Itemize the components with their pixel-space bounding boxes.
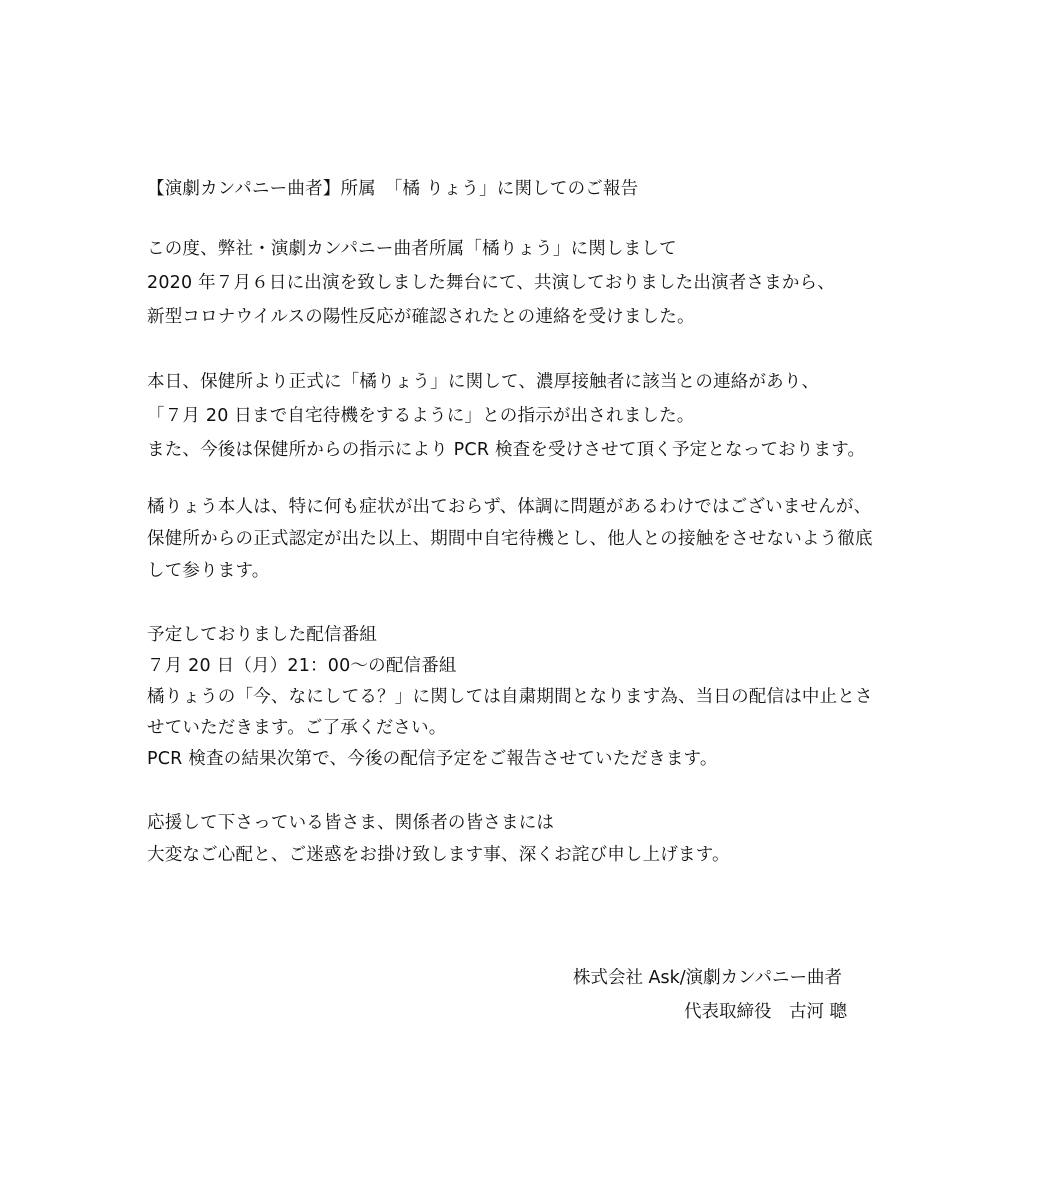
signature-company: 株式会社 Ask/演劇カンパニー曲者 bbox=[573, 968, 842, 988]
paragraph-line: 新型コロナウイルスの陽性反応が確認されたとの連絡を受けました。 bbox=[147, 307, 695, 327]
paragraph-line: ７月 20 日（月）21：00～の配信番組 bbox=[147, 656, 457, 676]
paragraph-line: せていただきます。ご了承ください。 bbox=[147, 718, 447, 738]
paragraph-line: して参ります。 bbox=[147, 561, 270, 581]
paragraph-line: 本日、保健所より正式に「橘りょう」に関して、濃厚接触者に該当との連絡があり、 bbox=[147, 372, 820, 392]
paragraph-line: 大変なご心配と、ご迷惑をお掛け致します事、深くお詫び申し上げます。 bbox=[147, 845, 730, 865]
paragraph-line: 橘りょうの「今、なにしてる？」に関しては自粛期間となります為、当日の配信は中止とさ bbox=[147, 687, 873, 707]
paragraph-line: 応援して下さっている皆さま、関係者の皆さまには bbox=[147, 813, 555, 833]
document-title: 【演劇カンパニー曲者】所属 「橘 りょう」に関してのご報告 bbox=[147, 179, 639, 199]
paragraph-line: 「７月 20 日まで自宅待機をするように」との指示が出されました。 bbox=[147, 406, 695, 426]
paragraph-line: 保健所からの正式認定が出た以上、期間中自宅待機とし、他人との接触をさせないよう徹底 bbox=[147, 529, 873, 549]
paragraph-line: PCR 検査の結果次第で、今後の配信予定をご報告させていただきます。 bbox=[147, 749, 718, 769]
paragraph-line: また、今後は保健所からの指示により PCR 検査を受けさせて頂く予定となっております。 bbox=[147, 440, 866, 460]
signature-representative: 代表取締役 古河 聰 bbox=[684, 1002, 848, 1022]
paragraph-line: この度、弊社・演劇カンパニー曲者所属「橘りょう」に関しまして bbox=[147, 239, 677, 259]
paragraph-line: 予定しておりました配信番組 bbox=[147, 625, 378, 645]
paragraph-line: 橘りょう本人は、特に何も症状が出ておらず、体調に問題があるわけではございませんが、 bbox=[147, 497, 872, 517]
paragraph-line: 2020 年７月６日に出演を致しました舞台にて、共演しておりました出演者さまから、 bbox=[147, 273, 835, 293]
